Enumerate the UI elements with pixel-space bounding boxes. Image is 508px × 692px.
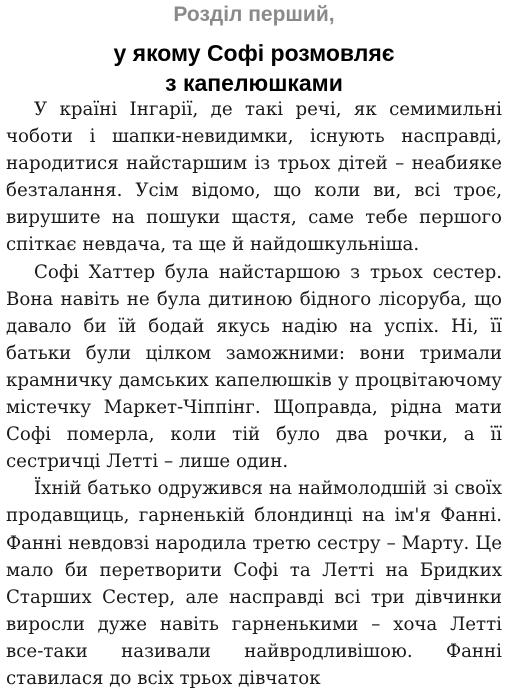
- paragraph: Софі Хаттер була найстаршою з трьох сестер. Вона навіть не була дитиною бідного лісоруба, що давало би їй бодай якусь надію на успіх. Ні, її батьки були цілком заможними: вони тримали крамничку дамських капелюшків у процвітаючому містечку Маркет-Чіппінг. Щоправда, рідна мати Софі померла, коли тій було два рочки, а її сестричці Летті – лише один.: [6, 261, 502, 473]
- chapter-title: [0, 38, 508, 98]
- chapter-label: Розділ перший,: [173, 3, 335, 26]
- body-text: [6, 96, 502, 692]
- paragraph: У країні Інгарії, де такі речі, як семимильні чоботи і шапки-невидимки, існують насправді, народитися найстаршим із трьох дітей – неабияке безталання. Усім відомо, що коли ви, всі троє, вирушите на пошуки щастя, саме тебе першого спіткає невдача, та ще й найдошкульніша.: [6, 99, 502, 256]
- chapter-title-line-1: у якому Софі розмовляє: [113, 40, 395, 66]
- paragraph: Їхній батько одружився на наймолодшій зі своїх продавщиць, гарненькій блондинці на ім'я Фанні. Фанні невдовзі народила третю сестру – Марту. Це мало би перетворити Софі та Летті на Бридких Старших Сестер, але насправді всі три дівчинки виросли дуже навіть гарненькими – хоча Летті все-таки називали найвродливішою. Фанні ставилася до всіх трьох дівчаток: [6, 478, 502, 689]
- chapter-title-line-2: з капелюшками: [165, 70, 343, 96]
